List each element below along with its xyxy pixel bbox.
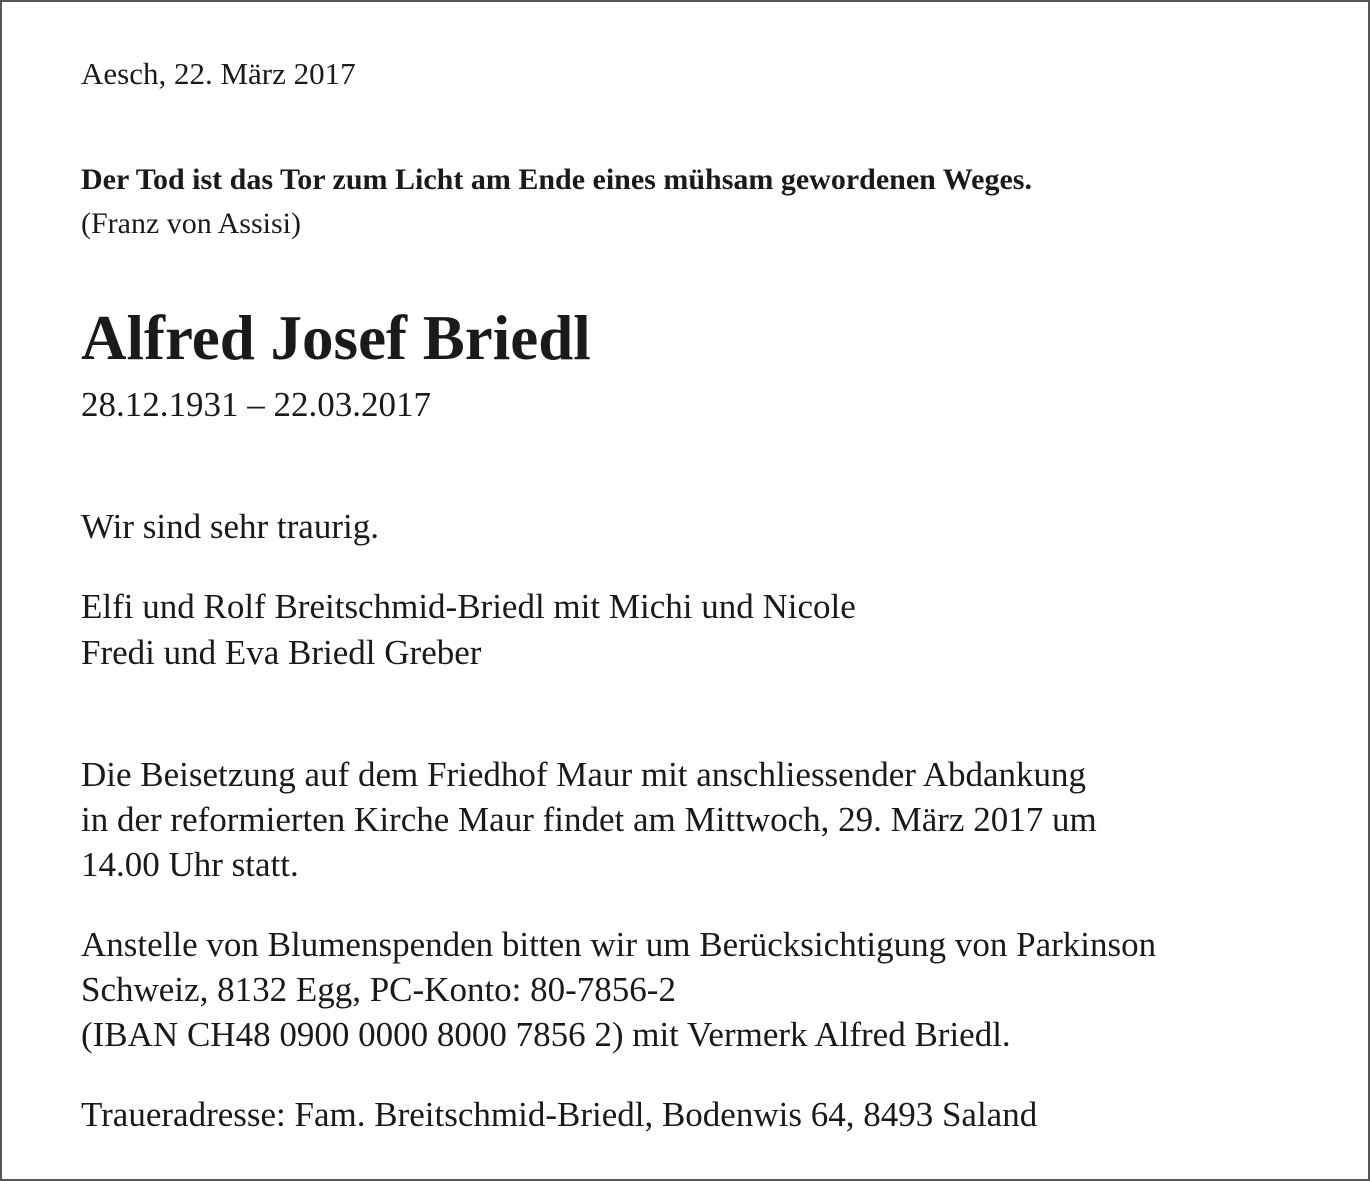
donation-info [81, 922, 1156, 1057]
place-date: Aesch, 22. März 2017 [81, 56, 356, 91]
donation-line: Anstelle von Blumenspenden bitten wir um Berücksichtigung von Parkinson [81, 925, 1157, 964]
motto-author: (Franz von Assisi) [81, 207, 301, 240]
family-line: Elfi und Rolf Breitschmid-Briedl mit Michi und Nicole [81, 587, 856, 626]
family-list [81, 584, 856, 676]
funeral-line: Die Beisetzung auf dem Friedhof Maur mit anschliessender Abdankung [81, 755, 1087, 794]
donation-line: (IBAN CH48 0900 0000 8000 7856 2) mit Vermerk Alfred Briedl. [81, 1015, 1011, 1054]
family-line: Fredi und Eva Briedl Greber [81, 633, 482, 672]
donation-line: Schweiz, 8132 Egg, PC-Konto: 80-7856-2 [81, 970, 676, 1009]
life-dates: 28.12.1931 – 22.03.2017 [81, 385, 431, 424]
mourning-address: Traueradresse: Fam. Breitschmid-Briedl, Bodenwis 64, 8493 Saland [81, 1095, 1038, 1134]
funeral-line: 14.00 Uhr statt. [81, 845, 299, 884]
deceased-name: Alfred Josef Briedl [81, 303, 591, 373]
sadness-statement: Wir sind sehr traurig. [81, 507, 379, 546]
funeral-info [81, 752, 1097, 887]
funeral-line: in der reformierten Kirche Maur findet am Mittwoch, 29. März 2017 um [81, 800, 1097, 839]
motto-quote: Der Tod ist das Tor zum Licht am Ende eines mühsam gewordenen Weges. [81, 163, 1032, 196]
